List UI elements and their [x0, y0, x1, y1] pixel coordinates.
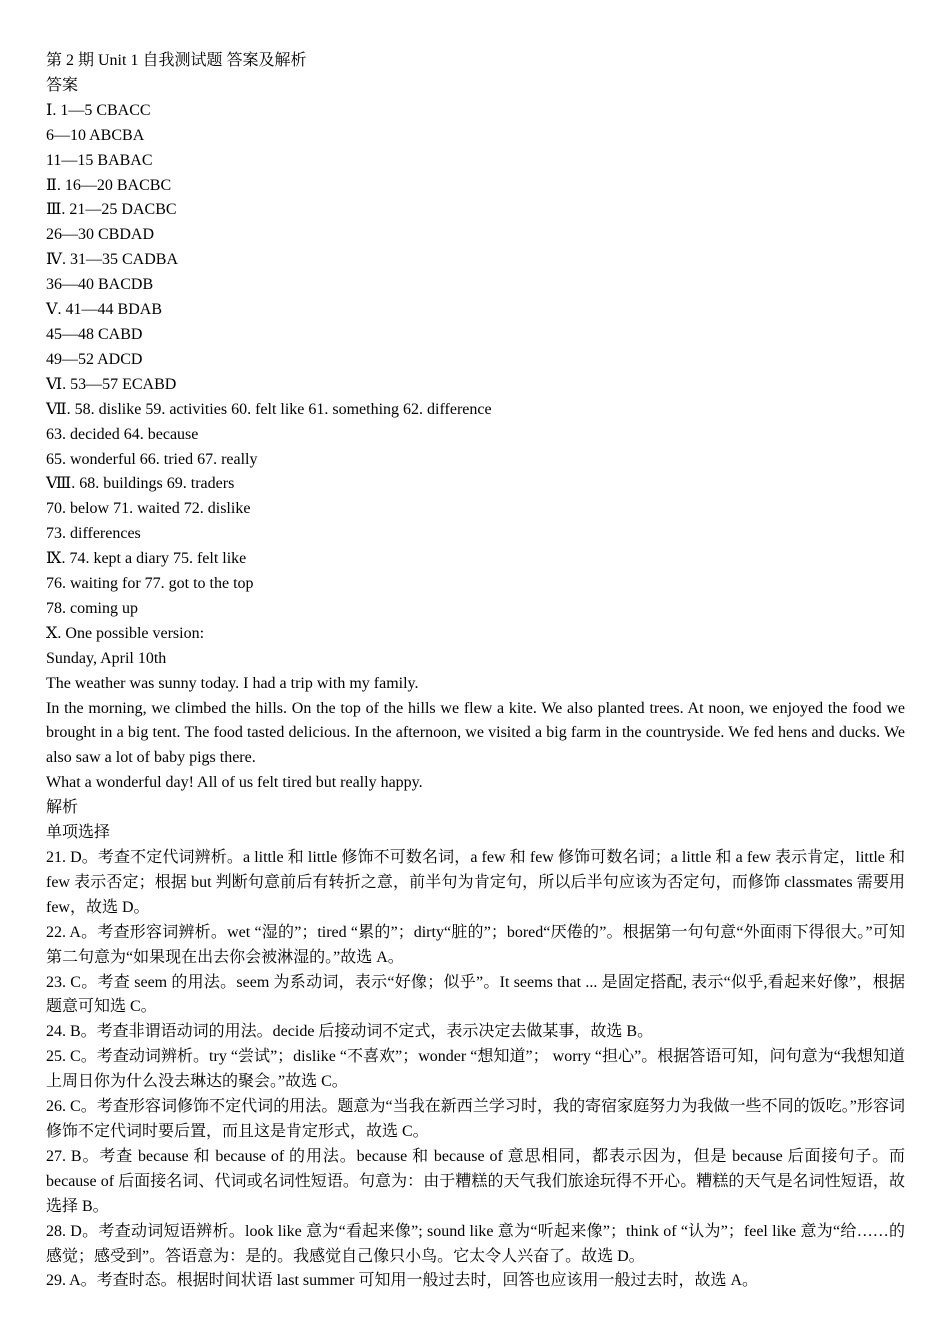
analysis-heading: 解析: [46, 799, 79, 817]
explanation-item: 21. D。考查不定代词辨析。a little 和 little 修饰不可数名词，a few 和 few 修饰可数名词；a little 和 a few 表示肯定，little 和 few 表示否定；根据 but 判断句意前后有转折之意，前半句为肯定句，所以后半句应该为否定句，而修饰 classmates 需要用 few，故选 D。: [46, 849, 905, 916]
explanation-item: 27. B。考查 because 和 because of 的用法。because 和 because of 意思相同，都表示因为，但是 because 后面接句子。而 because of 后面接名词、代词或名词性短语。句意为：由于糟糕的天气我们旅途玩得不开心。糟糕的天气是名词性短语，故选择 B。: [46, 1147, 905, 1215]
answer-line: 36—40 BACDB: [46, 276, 154, 294]
answer-line: 78. coming up: [46, 599, 138, 617]
answer-line: 26—30 CBDAD: [46, 226, 155, 244]
answer-line: 11—15 BABAC: [46, 151, 153, 169]
essay-paragraph: In the morning, we climbed the hills. On the top of the hills we flew a kite. We also planted trees. At noon, we enjoyed the food we brought in a big tent. The food tasted delicious. In the afternoon, we visited a big farm in the countryside. We fed hens and ducks. We also saw a lot of baby pigs there.: [46, 699, 905, 767]
answer-line: Ⅸ. 74. kept a diary 75. felt like: [46, 550, 247, 568]
essay-closing: What a wonderful day! All of us felt tired but really happy.: [46, 774, 423, 792]
answer-line: 65. wonderful 66. tried 67. really: [46, 450, 258, 468]
answer-line: Ⅶ. 58. dislike 59. activities 60. felt like 61. something 62. difference: [46, 400, 492, 418]
essay-opening: The weather was sunny today. I had a trip with my family.: [46, 674, 419, 692]
answer-line: 70. below 71. waited 72. dislike: [46, 500, 251, 518]
answer-line: Ⅲ. 21—25 DACBC: [46, 201, 177, 219]
answer-line: 49—52 ADCD: [46, 350, 143, 368]
answer-line: Ⅵ. 53—57 ECABD: [46, 375, 177, 393]
explanation-item: 29. A。考查时态。根据时间状语 last summer 可知用一般过去时，回答也应该用一般过去时，故选 A。: [46, 1272, 758, 1290]
explanation-item: 26. C。考查形容词修饰不定代词的用法。题意为“当我在新西兰学习时，我的寄宿家庭努力为我做一些不同的饭吃。”形容词修饰不定代词时要后置，而且这是肯定形式，故选 C。: [46, 1098, 905, 1140]
answer-document: [46, 49, 905, 1294]
answer-line: 76. waiting for 77. got to the top: [46, 575, 254, 593]
answer-line: Ⅴ. 41—44 BDAB: [46, 301, 163, 319]
explanation-item: 25. C。考查动词辨析。try “尝试”；dislike “不喜欢”；wonder “想知道”； worry “担心”。根据答语可知，问句意为“我想知道上周日你为什么没去琳达的聚会。”故选 C。: [46, 1048, 905, 1091]
answer-line: Ⅳ. 31—35 CADBA: [46, 251, 178, 269]
section-heading: 单项选择: [46, 824, 111, 842]
essay-date: Sunday, April 10th: [46, 649, 167, 667]
answer-line: 6—10 ABCBA: [46, 126, 145, 144]
answer-line: 73. differences: [46, 525, 141, 543]
document-title: 第 2 期 Unit 1 自我测试题 答案及解析: [46, 52, 307, 69]
answer-line: 45—48 CABD: [46, 325, 143, 343]
answer-line: Ⅱ. 16—20 BACBC: [46, 176, 172, 194]
answer-line: Ⅷ. 68. buildings 69. traders: [46, 475, 235, 493]
answer-line: 63. decided 64. because: [46, 425, 199, 443]
explanation-item: 24. B。考查非谓语动词的用法。decide 后接动词不定式，表示决定去做某事，故选 B。: [46, 1023, 654, 1041]
explanation-item: 28. D。考查动词短语辨析。look like 意为“看起来像”; sound like 意为“听起来像”；think of “认为”；feel like 意为“给……的感觉；感受到”。答语意为：是的。我感觉自己像只小鸟。它太令人兴奋了。故选 D。: [46, 1222, 905, 1265]
answer-line: Ⅹ. One possible version:: [46, 624, 205, 642]
explanation-item: 23. C。考查 seem 的用法。seem 为系动词，表示“好像；似乎”。It seems that ... 是固定搭配, 表示“似乎,看起来好像”，根据题意可知选 C。: [46, 973, 905, 1016]
answers-heading: 答案: [46, 76, 79, 94]
explanation-item: 22. A。考查形容词辨析。wet “湿的”；tired “累的”；dirty“脏的”；bored“厌倦的”。根据第一句句意“外面雨下得很大。”可知第二句意为“如果现在出去你会被淋湿的。”故选 A。: [46, 923, 905, 966]
answer-line: Ⅰ. 1—5 CBACC: [46, 101, 151, 119]
